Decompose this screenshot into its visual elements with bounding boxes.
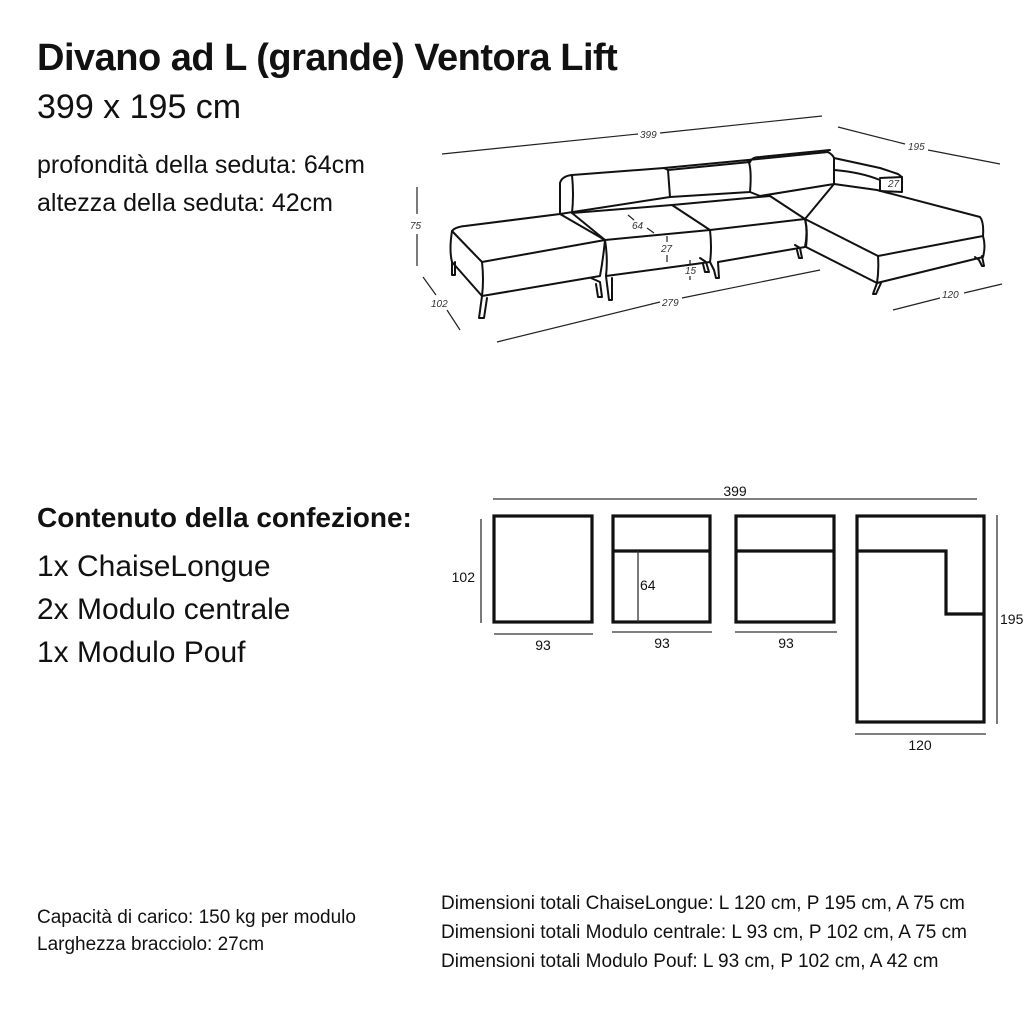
dims-chaise: Dimensioni totali ChaiseLongue: L 120 cm, P 195 cm, A 75 cm: [441, 893, 965, 914]
dims-central: Dimensioni totali Modulo centrale: L 93 cm, P 102 cm, A 75 cm: [441, 922, 967, 943]
package-item-pouf: 1x Modulo Pouf: [37, 636, 246, 669]
label-seat-depth: 64: [632, 221, 644, 232]
label-total-width: 399: [640, 130, 657, 141]
load-capacity: Capacità di carico: 150 kg per modulo: [37, 907, 356, 928]
seat-height-spec: altezza della seduta: 42cm: [37, 189, 334, 217]
plan-chaise-depth-label: 195: [1000, 611, 1024, 627]
plan-module-central-2: [736, 516, 834, 622]
plan-pouf-width-label: 93: [535, 637, 551, 653]
label-leg-height: 15: [685, 266, 697, 277]
armrest-width: Larghezza bracciolo: 27cm: [37, 934, 265, 955]
label-height: 75: [410, 221, 422, 232]
label-base-width: 279: [662, 298, 679, 309]
plan-central1-width-label: 93: [654, 635, 670, 651]
dims-pouf: Dimensioni totali Modulo Pouf: L 93 cm, P 102 cm, A 42 cm: [441, 951, 939, 972]
package-item-central: 2x Modulo centrale: [37, 593, 291, 626]
label-chaise-width: 120: [942, 290, 959, 301]
plan-module-chaise: [857, 516, 984, 722]
label-module-depth: 102: [431, 299, 448, 310]
package-title: Contenuto della confezione:: [37, 502, 412, 533]
plan-total-width-label: 399: [723, 483, 747, 499]
plan-depth-label: 102: [451, 569, 475, 585]
plan-module-pouf: [494, 516, 592, 622]
label-depth: 195: [908, 142, 925, 153]
plan-seat-depth-label: 64: [640, 577, 656, 593]
product-title: Divano ad L (grande) Ventora Lift: [37, 37, 618, 79]
package-item-chaise: 1x ChaiseLongue: [37, 550, 271, 583]
label-armrest-width: 27: [888, 179, 900, 190]
seat-depth-spec: profondità della seduta: 64cm: [37, 151, 365, 179]
overall-dimensions: 399 x 195 cm: [37, 88, 242, 126]
plan-central2-width-label: 93: [778, 635, 794, 651]
plan-module-central-1: [613, 516, 710, 622]
label-seat-thickness: 27: [661, 244, 673, 255]
plan-chaise-width-label: 120: [908, 737, 932, 753]
